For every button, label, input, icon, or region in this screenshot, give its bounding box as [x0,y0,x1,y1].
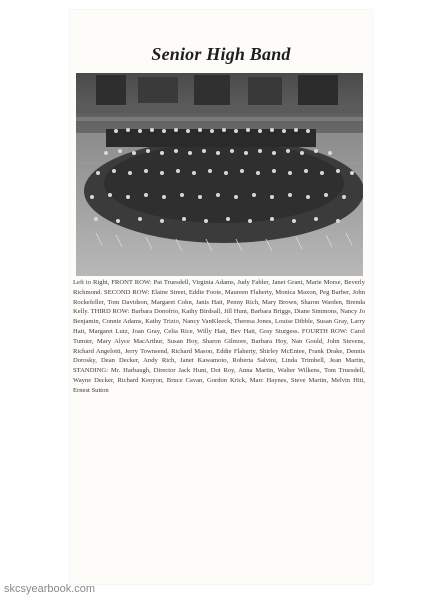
site-watermark: skcsyearbook.com [4,583,96,595]
band-member-caption: Left to Right, FRONT ROW: Pat Truesdell, Virginia Adams, Judy Fabler, Janet Grant, Marie Morse, Beverly Richmond. SECOND ROW: Elaine Street, Eddie Foote, Maureen Flaherty, Monica Maxon, Peg Barber, John Rockefeller, Tom Davidson, Margaret Cohn, Janis Hait, Penny Rich, Mary Brown, Sharon Warden, Brenda Kelly. THIRD ROW: Barbara Donofrio, Kathy Birdsall, Jill Hunt, Barbara Briggs, Diane Simmons, Nancy Jo Benjamin, Connie Adams, Kathy Trizio, Nancy VanKleeck, Theresa Jones, Louise Dibble, Susan Gray, Larry Hait, Margaret Lutz, Joan Gray, Celia Rice, Willy Hait, Bev Hait, Gray Sturgess. FOURTH ROW: Carol Tumier, Mary Alyce MacArthur, Susan Hoy, Sharon Gilmore, Barbara Hoy, Nan Gould, John Stevens, Richard Angelotti, Jerry Townsend, Richard Mason, Eddie Flaherty, Shirley McEntee, Frank Drake, Dennis Dorosky, Dean Decker, Andy Rich, Janet Kawamoto, Roberta Salvini, Linda Trimbell, Jean Martin, STANDING: Mr. Harbaugh, Director Jack Hunt, Dot Roy, Anna Martin, Walter Wilkens, Tom Truesdell, Wayne Decker, Richard Kenyon, Bruce Cavan, Gordon Krick, Marc Haynes, Steve Martin, Melvin Hitt, Ernest Sutton [73,279,365,394]
yearbook-page [70,10,372,584]
band-group-photo [76,73,363,276]
page-title: Senior High Band [151,44,291,64]
